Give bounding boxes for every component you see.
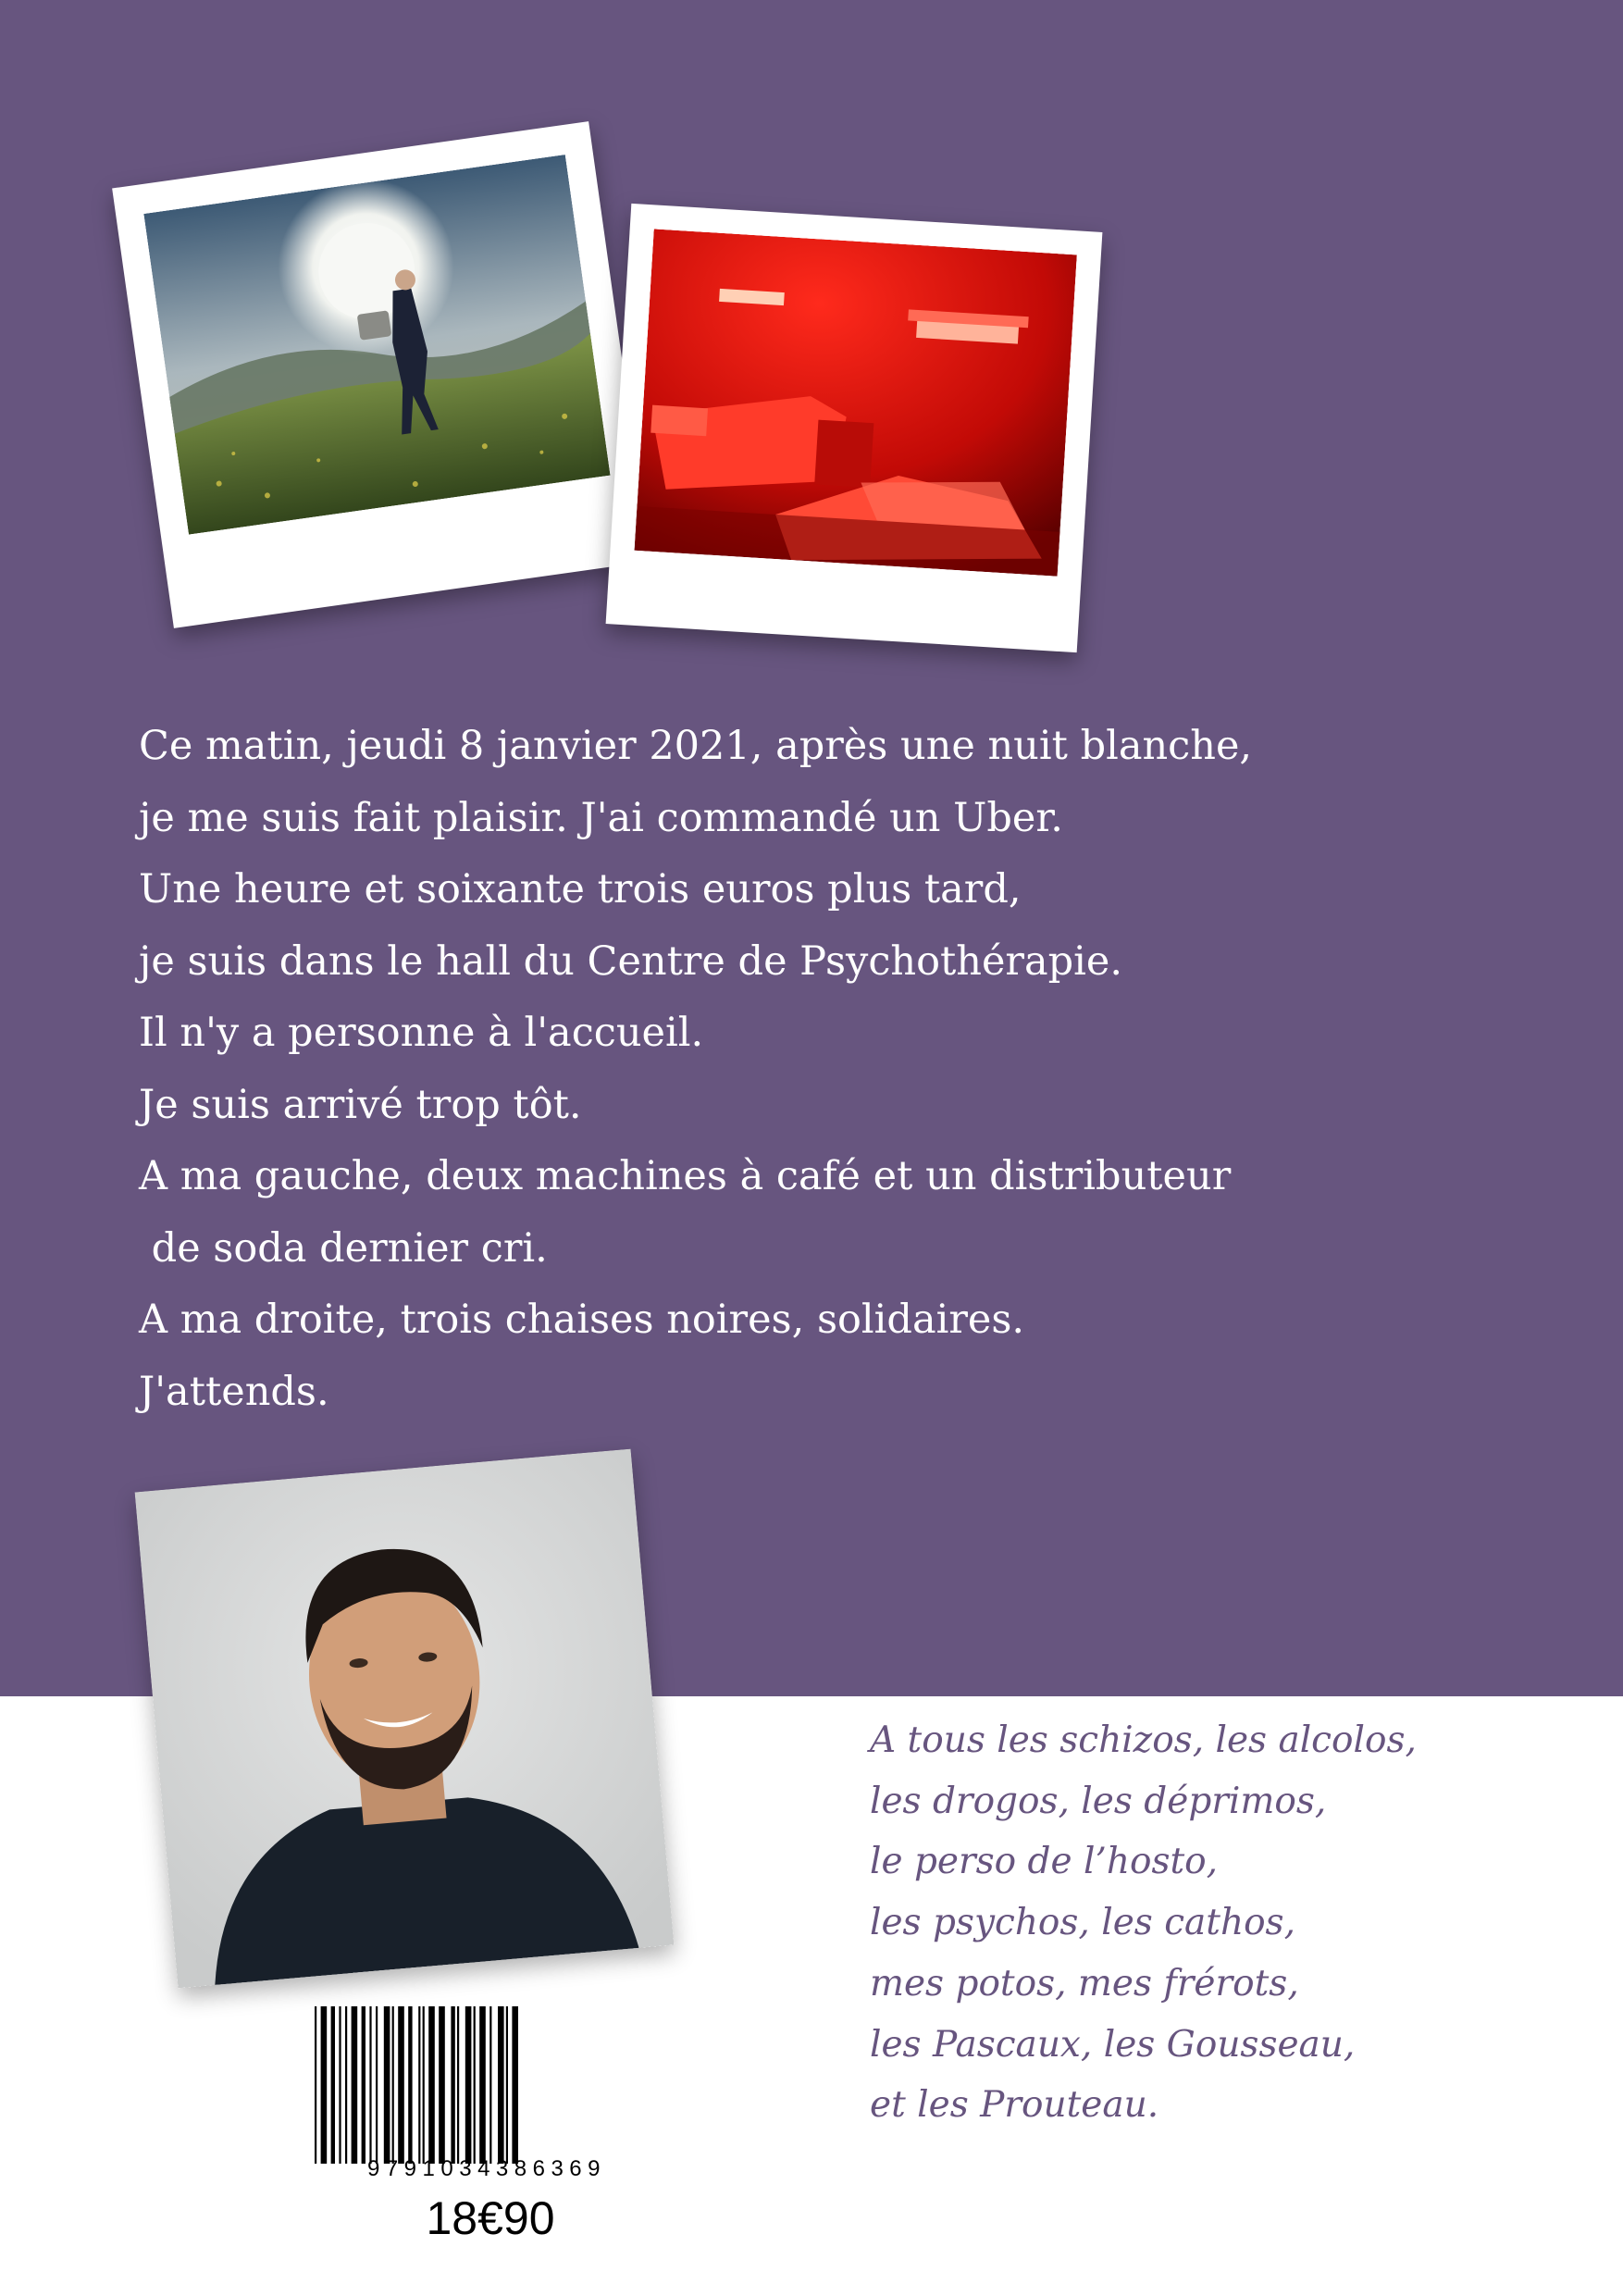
barcode-bar: [321, 2006, 328, 2164]
barcode-bar: [362, 2006, 365, 2164]
red-hospital-room-image: [634, 229, 1076, 576]
barcode-bar: [489, 2006, 491, 2164]
barcode-bar: [418, 2006, 420, 2164]
barcode-bar: [352, 2006, 358, 2164]
dedication-line: et les Prouteau.: [870, 2084, 1159, 2127]
barcode-bar: [451, 2006, 454, 2164]
barcode-bar: [369, 2006, 371, 2164]
book-excerpt: [139, 711, 1295, 1428]
barcode-bar: [315, 2006, 316, 2164]
excerpt-line: je me suis fait plaisir. J'ai commandé un Uber.: [139, 794, 1063, 841]
barcode-bar: [423, 2006, 425, 2164]
isbn-digits: 9791034386369: [366, 2156, 607, 2181]
barcode-bar: [506, 2006, 508, 2164]
dedication-line: les psychos, les cathos,: [870, 1902, 1295, 1944]
dedication-line: le perso de l’hosto,: [870, 1841, 1219, 1883]
excerpt-line: Je suis arrivé trop tôt.: [139, 1081, 582, 1128]
dedication-line: les Pascaux, les Gousseau,: [870, 2023, 1356, 2066]
barcode-bar: [465, 2006, 472, 2164]
price: 18€90: [426, 2192, 555, 2244]
excerpt-line: A ma droite, trois chaises noires, solidaires.: [139, 1297, 1025, 1343]
excerpt-line: Il n'y a personne à l'accueil.: [139, 1010, 704, 1056]
barcode-bar: [498, 2006, 504, 2164]
excerpt-line: Une heure et soixante trois euros plus tard,: [139, 866, 1022, 912]
excerpt-line: J'attends.: [139, 1368, 329, 1415]
barcode-bar: [331, 2006, 335, 2164]
barcode-bar: [384, 2006, 390, 2164]
polaroid-lightbulb-photo: [112, 121, 650, 628]
dedication: [870, 1710, 1592, 2136]
lightbulb-man-image: [143, 155, 610, 535]
polaroid-red-room-photo: [606, 204, 1103, 652]
barcode-bar: [398, 2006, 404, 2164]
excerpt-line: de soda dernier cri.: [139, 1224, 548, 1272]
dedication-line: A tous les schizos, les alcolos,: [870, 1719, 1417, 1761]
barcode-bar: [392, 2006, 394, 2164]
barcode-bar: [345, 2006, 347, 2164]
barcode-bar: [376, 2006, 378, 2164]
barcode-bar: [457, 2006, 459, 2164]
barcode-bar: [339, 2006, 341, 2164]
barcode-bar: [474, 2006, 476, 2164]
excerpt-line: je suis dans le hall du Centre de Psychothérapie.: [139, 937, 1122, 985]
barcode-bar: [479, 2006, 486, 2164]
dedication-line: les drogos, les déprimos,: [870, 1780, 1327, 1822]
barcode-bar: [439, 2006, 445, 2164]
dedication-line: mes potos, mes frérots,: [870, 1962, 1299, 2004]
author-portrait: [135, 1449, 675, 1989]
excerpt-line: A ma gauche, deux machines à café et un distributeur: [139, 1153, 1232, 1199]
excerpt-line: Ce matin, jeudi 8 janvier 2021, après une nuit blanche,: [139, 723, 1253, 769]
barcode-bar: [512, 2006, 518, 2164]
barcode-bar: [428, 2006, 435, 2164]
barcode-bar: [408, 2006, 412, 2164]
